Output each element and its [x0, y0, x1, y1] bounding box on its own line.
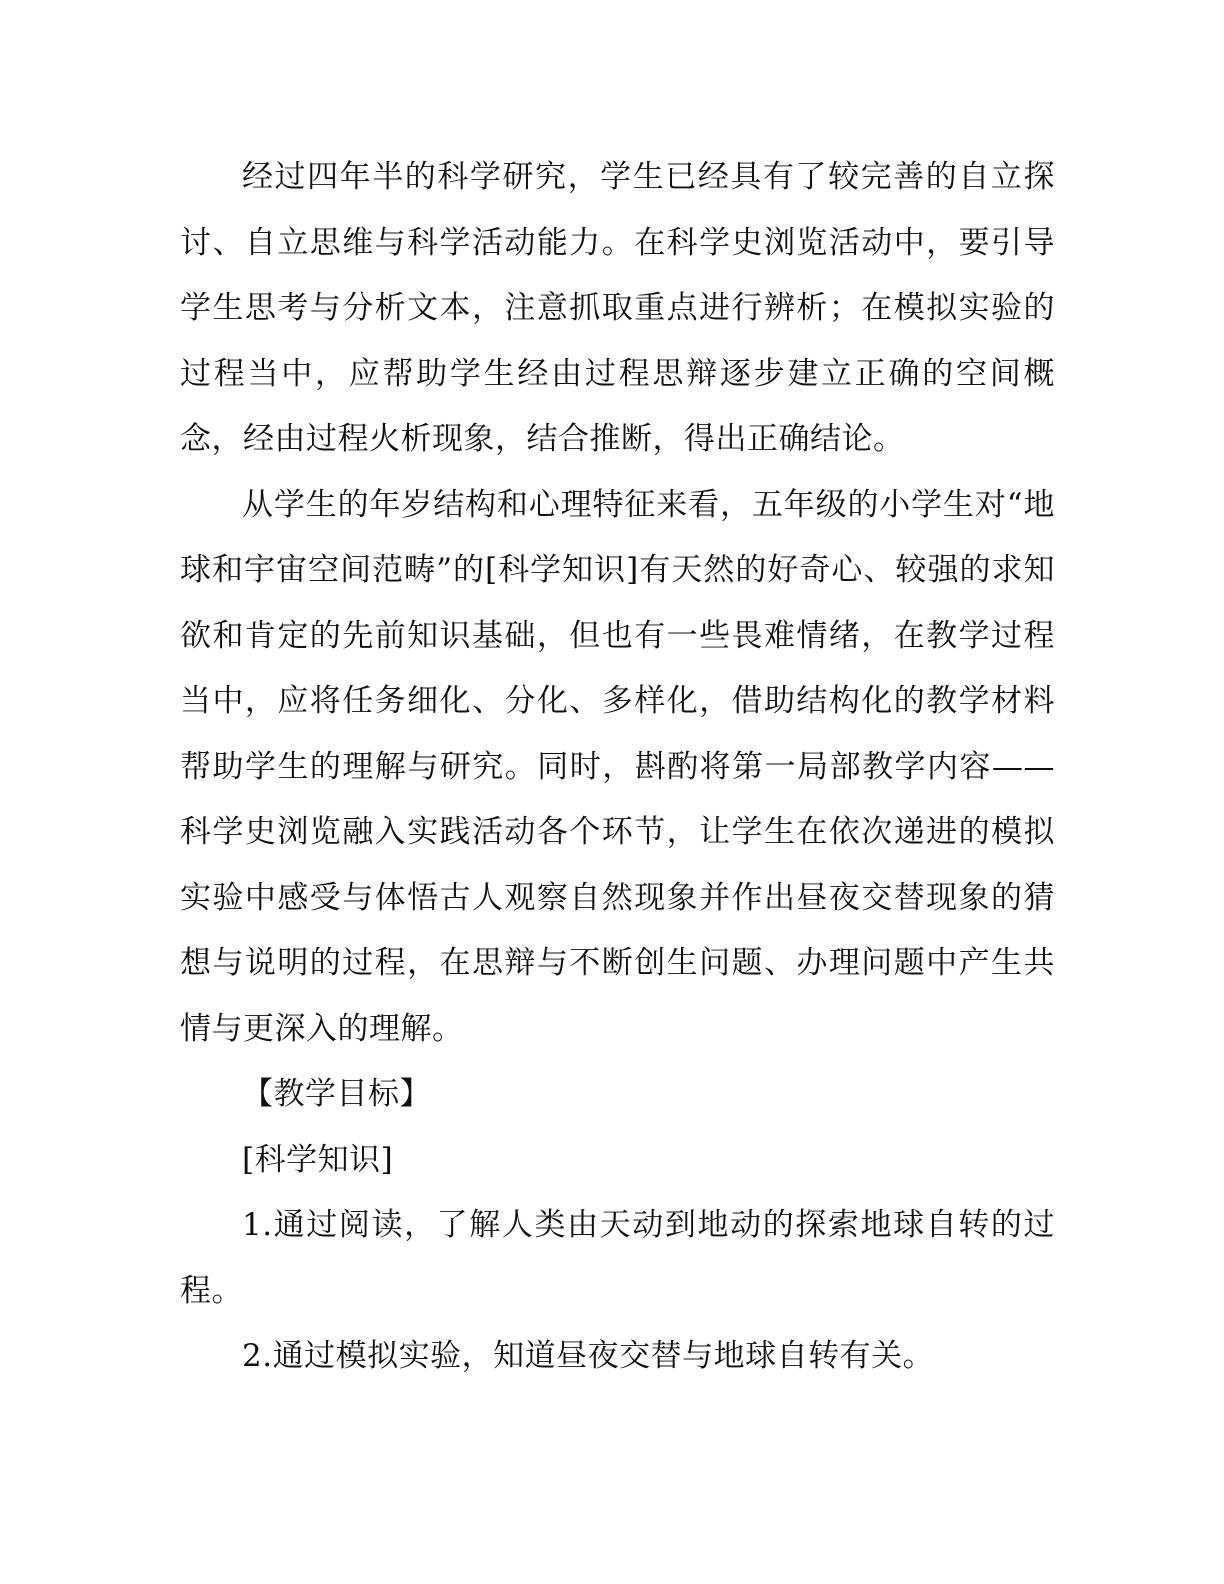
document-body [180, 145, 1055, 1390]
goal-item-2: 2.通过模拟实验，知道昼夜交替与地球自转有关。 [242, 1338, 935, 1374]
goal-item-1: 1.通过阅读，了解人类由天动到地动的探索地球自转的过程。 [180, 1207, 1055, 1309]
paragraph-student-characteristics: 从学生的年岁结构和心理特征来看，五年级的小学生对“地球和宇宙空间范畴”的[科学知识]有天然的好奇心、较强的求知欲和肯定的先前知识基础，但也有一些畏难情绪，在教学过程当中，应将任务细化、分化、多样化，借助结构化的教学材料帮助学生的理解与研究。同时，斟酌将第一局部教学内容——科学史浏览融入实践活动各个环节，让学生在依次递进的模拟实验中感受与体悟古人观察自然现象并作出昼夜交替现象的猜想与说明的过程，在思辩与不断创生问题、办理问题中产生共情与更深入的理解。 [180, 486, 1055, 1047]
subheading-science-knowledge: [科学知识] [242, 1141, 394, 1178]
paragraph-student-ability: 经过四年半的科学研究，学生已经具有了较完善的自立探讨、自立思维与科学活动能力。在科学史浏览活动中，要引导学生思考与分析文本，注意抓取重点进行辨析；在模拟实验的过程当中，应帮助学生经由过程思辩逐步建立正确的空间概念，经由过程火析现象，结合推断，得出正确结论。 [180, 159, 1055, 457]
section-heading-teaching-goals: 【教学目标】 [242, 1076, 431, 1112]
